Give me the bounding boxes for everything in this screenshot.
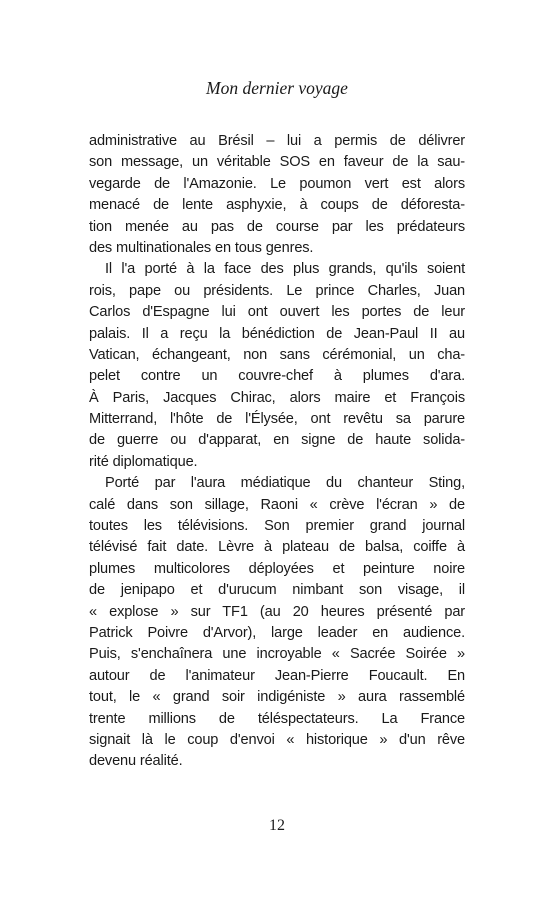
- text-line: devenu réalité.: [89, 753, 183, 770]
- text-line: administrative au Brésil – lui a permis de délivrer: [89, 133, 465, 149]
- text-line: vegarde de l'Amazonie. Le poumon vert est alors: [89, 175, 465, 192]
- running-title: Mon dernier voyage: [206, 78, 348, 98]
- paragraph-2: [89, 259, 465, 473]
- text-line: tion menée au pas de course par les prédateurs: [89, 218, 465, 235]
- text-line: signait là le coup d'envoi « historique » d'un rêve: [89, 731, 465, 748]
- text-line: de jenipapo et d'urucum nimbant son visage, il: [89, 582, 465, 599]
- text-line: palais. Il a reçu la bénédiction de Jean-Paul II au: [89, 325, 465, 342]
- page-number: 12: [269, 817, 285, 834]
- text-line: Vatican, échangeant, non sans cérémonial, un cha-: [89, 346, 465, 363]
- paragraph-3: [89, 473, 465, 772]
- text-line: « explose » sur TF1 (au 20 heures présenté par: [89, 603, 465, 620]
- text-line: calé dans son sillage, Raoni « crève l'écran » de: [89, 496, 465, 513]
- text-line: Mitterrand, l'hôte de l'Élysée, ont revêtu sa parure: [89, 411, 465, 428]
- text-line: trente millions de téléspectateurs. La France: [89, 710, 465, 727]
- body-text: [89, 131, 465, 773]
- text-line: plumes multicolores déployées et peinture noire: [89, 560, 465, 577]
- text-line: télévisé fait date. Lèvre à plateau de balsa, coiffe à: [89, 539, 465, 556]
- text-line: Il l'a porté à la face des plus grands, qu'ils soient: [105, 261, 465, 278]
- text-line: À Paris, Jacques Chirac, alors maire et François: [89, 389, 465, 406]
- text-line: menacé de lente asphyxie, à coups de déforesta-: [89, 197, 465, 214]
- text-line: pelet contre un couvre-chef à plumes d'ara.: [89, 368, 465, 385]
- paragraph-1: [89, 131, 465, 259]
- text-line: tout, le « grand soir indigéniste » aura rassemblé: [89, 689, 465, 706]
- text-line: de guerre ou d'apparat, en signe de haute solida-: [89, 432, 465, 449]
- text-line: toutes les télévisions. Son premier grand journal: [89, 518, 465, 535]
- text-line: Porté par l'aura médiatique du chanteur Sting,: [105, 475, 465, 492]
- text-line: rité diplomatique.: [89, 453, 198, 470]
- text-line: rois, pape ou présidents. Le prince Charles, Juan: [89, 282, 465, 299]
- text-line: autour de l'animateur Jean-Pierre Foucault. En: [89, 667, 465, 684]
- text-line: Patrick Poivre d'Arvor), large leader en audience.: [89, 624, 465, 641]
- text-line: son message, un véritable SOS en faveur de la sau-: [89, 154, 465, 171]
- text-line: Carlos d'Espagne lui ont ouvert les portes de leur: [89, 304, 465, 321]
- text-line: des multinationales en tous genres.: [89, 239, 314, 256]
- text-line: Puis, s'enchaînera une incroyable « Sacrée Soirée »: [89, 646, 465, 663]
